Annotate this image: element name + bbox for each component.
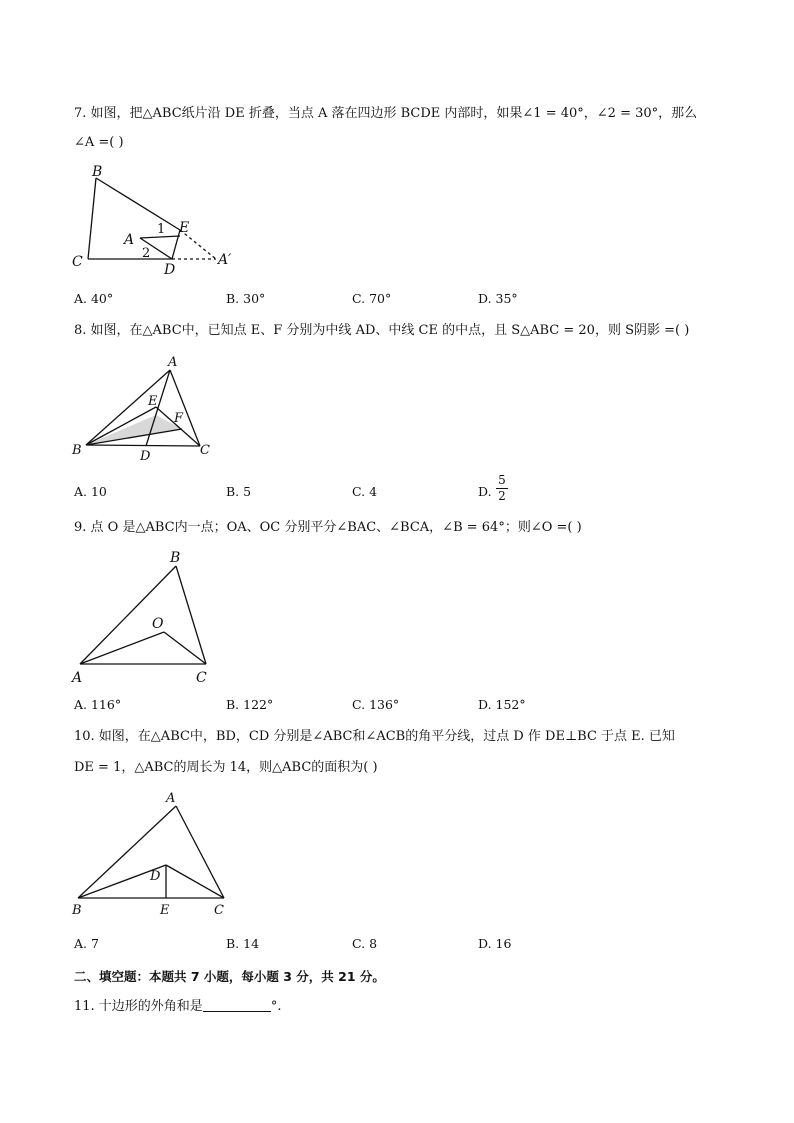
q8-label-A: A (168, 355, 178, 370)
q7-option-d[interactable]: D. 35° (478, 291, 518, 306)
q9-label-B: B (170, 550, 181, 566)
q10-figure (66, 788, 236, 923)
q8-frac-num: 5 (498, 473, 506, 487)
q9-option-a[interactable]: A. 116° (74, 697, 122, 712)
q10-stem-line2: DE = 1，△ABC的周长为 14，则△ABC的面积为( ) (74, 760, 378, 775)
q7-label-Aprime: A′ (218, 252, 232, 268)
q9-option-b[interactable]: B. 122° (226, 697, 274, 712)
q8-figure (66, 350, 226, 465)
q11-stem (74, 997, 281, 1017)
q10-stem-line1: 10. 如图，在△ABC中，BD，CD 分别是∠ABC和∠ACB的角平分线，过点 D 作 DE⊥BC 于点 E. 已知 (74, 729, 675, 744)
q9-label-A: A (72, 670, 83, 686)
q8-label-E: E (148, 394, 158, 409)
q10-option-d[interactable]: D. 16 (478, 936, 512, 951)
section-heading-fill-in: 二、填空题：本题共 7 小题，每小题 3 分，共 21 分。 (74, 969, 385, 984)
q7-angle-1: 1 (157, 222, 166, 237)
q7-option-a[interactable]: A. 40° (74, 291, 114, 306)
q8-option-c[interactable]: C. 4 (352, 484, 378, 499)
q7-stem-line2: ∠A =( ) (74, 135, 124, 150)
q8-option-d[interactable]: D. (478, 484, 492, 499)
q7-label-D: D (164, 262, 176, 278)
q8-option-d-fraction (496, 474, 508, 503)
q9-label-O: O (152, 616, 164, 632)
q11-text-after: °. (270, 999, 282, 1014)
q9-option-c[interactable]: C. 136° (352, 697, 400, 712)
q7-label-E: E (179, 220, 190, 236)
q9-label-C: C (196, 670, 207, 686)
q8-label-C: C (200, 443, 210, 458)
q8-stem-line1: 8. 如图，在△ABC中，已知点 E、F 分别为中线 AD、中线 CE 的中点，且 S△ABC = 20，则 S阴影 =( ) (74, 323, 690, 338)
q8-label-D: D (140, 449, 151, 464)
q9-stem-line1: 9. 点 O 是△ABC内一点；OA、OC 分别平分∠BAC、∠BCA，∠B = 64°；则∠O =( ) (74, 520, 582, 535)
q10-option-a[interactable]: A. 7 (74, 936, 99, 951)
q10-label-E: E (160, 903, 170, 918)
q7-option-c[interactable]: C. 70° (352, 291, 392, 306)
q7-label-A: A (124, 232, 135, 248)
q10-label-B: B (72, 903, 82, 918)
q11-answer-blank[interactable] (203, 997, 271, 1012)
q10-label-A: A (166, 791, 176, 806)
q7-label-C: C (72, 254, 83, 270)
q7-figure (60, 160, 280, 280)
q7-stem-line1: 7. 如图，把△ABC纸片沿 DE 折叠，当点 A 落在四边形 BCDE 内部时，如果∠1 = 40°，∠2 = 30°，那么 (74, 106, 698, 121)
q10-option-b[interactable]: B. 14 (226, 936, 260, 951)
q8-frac-den: 2 (498, 489, 506, 503)
q10-label-C: C (214, 903, 224, 918)
q7-angle-2: 2 (142, 246, 151, 261)
q10-label-D: D (150, 869, 161, 884)
q9-figure (66, 544, 226, 689)
q7-option-b[interactable]: B. 30° (226, 291, 266, 306)
q9-option-d[interactable]: D. 152° (478, 697, 526, 712)
q11-text-before: 11. 十边形的外角和是 (74, 999, 203, 1014)
q8-option-b[interactable]: B. 5 (226, 484, 252, 499)
q8-label-F: F (174, 411, 184, 426)
q7-label-B: B (92, 164, 103, 180)
q8-option-a[interactable]: A. 10 (74, 484, 107, 499)
q10-option-c[interactable]: C. 8 (352, 936, 378, 951)
q8-label-B: B (72, 443, 82, 458)
